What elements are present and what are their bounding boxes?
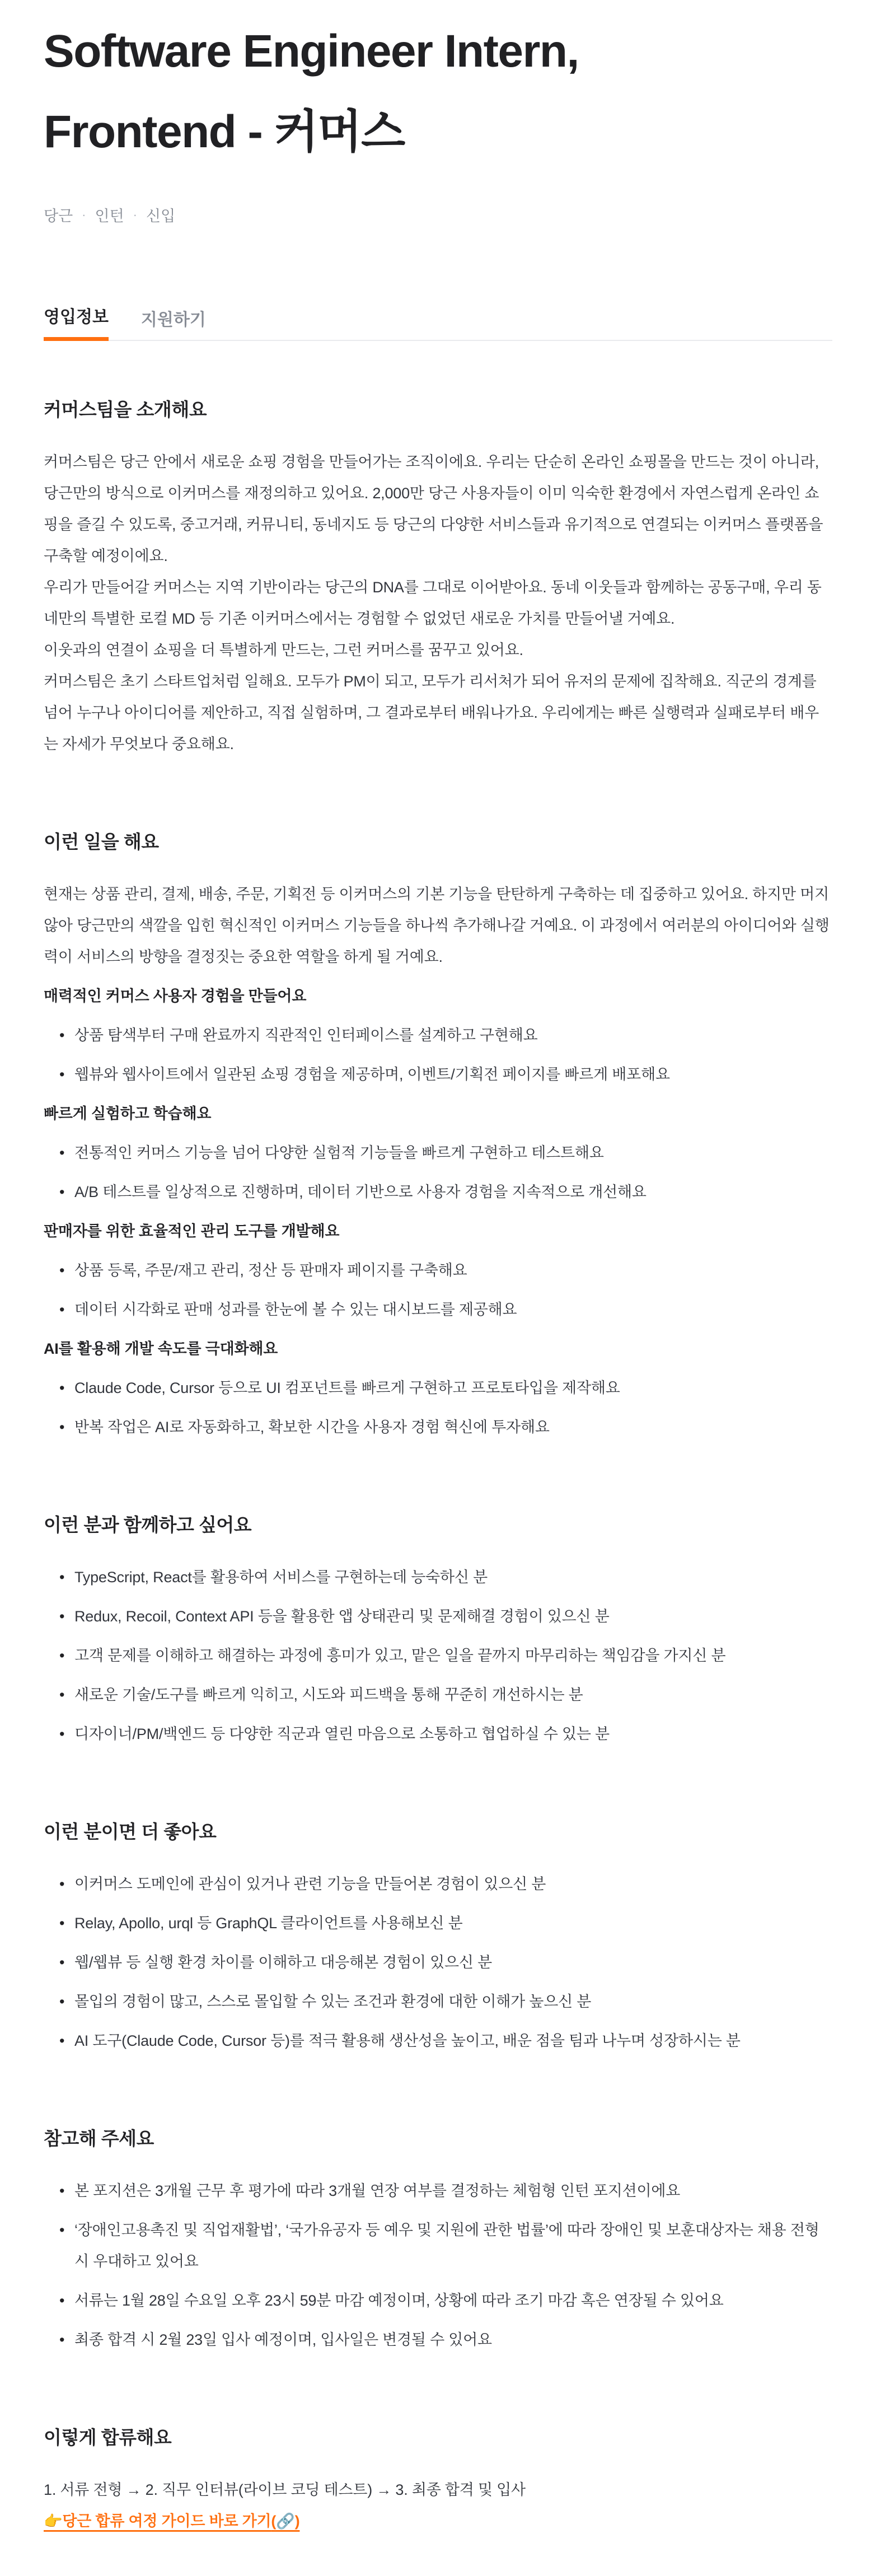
subheading: 빠르게 실험하고 학습해요 xyxy=(44,1105,212,1122)
bullet-list xyxy=(44,1562,832,1750)
section-body xyxy=(44,2175,832,2355)
job-title-line1: Software Engineer Intern, xyxy=(44,26,579,77)
link-emoji: (🔗) xyxy=(271,2513,300,2530)
bullet-item: • Claude Code, Cursor 등으로 UI 컴포넌트를 빠르게 구현하고 프로토타입을 제작해요 xyxy=(74,1372,832,1404)
section xyxy=(44,1513,832,1750)
bullet-item: • Redux, Recoil, Context API 등을 활용한 앱 상태관리 및 문제해결 경험이 있으신 분 xyxy=(74,1601,832,1632)
bullet-item: • 이커머스 도메인에 관심이 있거나 관련 기능을 만들어본 경험이 있으신 분 xyxy=(74,1868,832,1900)
bullet-item: • 웹뷰와 웹사이트에서 일관된 쇼핑 경험을 제공하며, 이벤트/기획전 페이지를 빠르게 배포해요 xyxy=(74,1059,832,1090)
tag-separator: · xyxy=(82,207,86,222)
bullet-item: • 반복 작업은 AI로 자동화하고, 확보한 시간을 사용자 경험 혁신에 투자해요 xyxy=(74,1411,832,1443)
section-heading: 이렇게 합류해요 xyxy=(44,2427,172,2448)
section-heading: 커머스팀을 소개해요 xyxy=(44,399,207,420)
bullet-item: • TypeScript, React를 활용하여 서비스를 구현하는데 능숙하신 분 xyxy=(74,1562,832,1593)
bullet-item: • AI 도구(Claude Code, Cursor 등)를 적극 활용해 생산성을 높이고, 배운 점을 팀과 나누며 성장하시는 분 xyxy=(74,2025,832,2056)
paragraph: 현재는 상품 관리, 결제, 배송, 주문, 기획전 등 이커머스의 기본 기능을 탄탄하게 구축하는 데 집중하고 있어요. 하지만 머지않아 당근만의 색깔을 입힌 혁신적인 이커머스 기능들을 하나씩 추가해나갈 거예요. 이 과정에서 여러분의 아이디어와 실행력이 서비스의 방향을 결정짓는 중요한 역할을 하게 될 거예요. xyxy=(44,886,830,965)
bullet-item: • 새로운 기술/도구를 빠르게 익히고, 시도와 피드백을 통해 꾸준히 개선하시는 분 xyxy=(74,1679,832,1710)
bullet-list xyxy=(44,1255,832,1325)
bullet-item: • 고객 문제를 이해하고 해결하는 과정에 흥미가 있고, 맡은 일을 끝까지 마무리하는 책임감을 가지신 분 xyxy=(74,1640,832,1671)
tab-apply[interactable]: 지원하기 xyxy=(140,311,206,329)
tab-recruit-info[interactable]: 영입정보 xyxy=(44,303,109,341)
process-steps: 1. 서류 전형 → 2. 직무 인터뷰(라이브 코딩 테스트) → 3. 최종 합격 및 입사 xyxy=(44,2481,526,2498)
paragraph: 커머스팀은 당근 안에서 새로운 쇼핑 경험을 만들어가는 조직이에요. 우리는 단순히 온라인 쇼핑몰을 만드는 것이 아니라, 당근만의 방식으로 이커머스를 재정의하고 있어요. 2,000만 당근 사용자들이 이미 익숙한 환경에서 자연스럽게 온라인 쇼핑을 즐길 수 있도록, 중고거래, 커뮤니티, 동네지도 등 당근의 다양한 서비스들과 유기적으로 연결되는 이커머스 플랫폼을 구축할 예정이에요. xyxy=(44,454,823,564)
guide-link-row xyxy=(44,2505,832,2537)
subheading: 판매자를 위한 효율적인 관리 도구를 개발해요 xyxy=(44,1223,340,1240)
job-title xyxy=(44,11,832,172)
bullet-list xyxy=(44,1372,832,1443)
guide-link[interactable] xyxy=(44,2513,299,2530)
section xyxy=(44,398,832,760)
bullet-item: • 전통적인 커머스 기능을 넘어 다양한 실험적 기능들을 빠르게 구현하고 테스트해요 xyxy=(74,1137,832,1168)
job-tag: 당근 xyxy=(44,208,73,225)
section-body xyxy=(44,1562,832,1750)
bullet-item: • ‘장애인고용촉진 및 직업재활법’, ‘국가유공자 등 예우 및 지원에 관한 법률’에 따라 장애인 및 보훈대상자는 채용 전형 시 우대하고 있어요 xyxy=(74,2214,832,2277)
job-tag: 신입 xyxy=(146,208,176,225)
bullet-item: • 최종 합격 시 2월 23일 입사 예정이며, 입사일은 변경될 수 있어요 xyxy=(74,2324,832,2355)
job-tags xyxy=(44,204,832,226)
paragraph: 커머스팀은 초기 스타트업처럼 일해요. 모두가 PM이 되고, 모두가 리서처가 되어 유저의 문제에 집착해요. 직군의 경계를 넘어 누구나 아이디어를 제안하고, 직접 실험하며, 그 결과로부터 배워나가요. 우리에게는 빠른 실행력과 실패로부터 배우는 자세가 무엇보다 중요해요. xyxy=(44,673,819,752)
job-tag: 인턴 xyxy=(95,208,124,225)
subheading: AI를 활용해 개발 속도를 극대화해요 xyxy=(44,1340,278,1357)
subheading: 매력적인 커머스 사용자 경험을 만들어요 xyxy=(44,988,307,1004)
bullet-list xyxy=(44,1868,832,2056)
bullet-list xyxy=(44,1137,832,1208)
section-body xyxy=(44,446,832,760)
section-heading: 이런 분이면 더 좋아요 xyxy=(44,1821,217,1842)
bullet-item: • 디자이너/PM/백엔드 등 다양한 직군과 열린 마음으로 소통하고 협업하실 수 있는 분 xyxy=(74,1718,832,1750)
section-body xyxy=(44,2474,832,2537)
bullet-item: • 웹/웹뷰 등 실행 환경 차이를 이해하고 대응해본 경험이 있으신 분 xyxy=(74,1947,832,1978)
section-body xyxy=(44,878,832,1443)
paragraph: 이웃과의 연결이 쇼핑을 더 특별하게 만드는, 그런 커머스를 꿈꾸고 있어요. xyxy=(44,642,523,658)
section xyxy=(44,830,832,1443)
paragraph: 우리가 만들어갈 커머스는 지역 기반이라는 당근의 DNA를 그대로 이어받아요. 동네 이웃들과 함께하는 공동구매, 우리 동네만의 특별한 로컬 MD 등 기존 이커머스에서는 경험할 수 없었던 새로운 가치를 만들어낼 거예요. xyxy=(44,579,822,627)
bullet-item: • 상품 등록, 주문/재고 관리, 정산 등 판매자 페이지를 구축해요 xyxy=(74,1255,832,1286)
bullet-item: • 서류는 1월 28일 수요일 오후 23시 59분 마감 예정이며, 상황에 따라 조기 마감 혹은 연장될 수 있어요 xyxy=(74,2285,832,2316)
bullet-item: • 상품 탐색부터 구매 완료까지 직관적인 인터페이스를 설계하고 구현해요 xyxy=(74,1020,832,1051)
tag-separator: · xyxy=(133,207,137,222)
section-heading: 이런 분과 함께하고 싶어요 xyxy=(44,1514,252,1535)
bullet-list xyxy=(44,2175,832,2355)
bullet-item: • Relay, Apollo, urql 등 GraphQL 클라이언트를 사용해보신 분 xyxy=(74,1908,832,1939)
section-body xyxy=(44,1868,832,2056)
job-description xyxy=(44,398,832,2537)
bullet-item: • 본 포지션은 3개월 근무 후 평가에 따라 3개월 연장 여부를 결정하는 체험형 인턴 포지션이에요 xyxy=(74,2175,832,2206)
section xyxy=(44,2426,832,2537)
bullet-item: • A/B 테스트를 일상적으로 진행하며, 데이터 기반으로 사용자 경험을 지속적으로 개선해요 xyxy=(74,1176,832,1208)
guide-link-label: 당근 합류 여정 가이드 바로 가기 xyxy=(62,2513,271,2530)
point-right-emoji: 👉 xyxy=(44,2513,63,2530)
bullet-item: • 데이터 시각화로 판매 성과를 한눈에 볼 수 있는 대시보드를 제공해요 xyxy=(74,1294,832,1325)
job-title-line2: Frontend - 커머스 xyxy=(44,106,405,157)
section xyxy=(44,1820,832,2056)
bullet-item: • 몰입의 경험이 많고, 스스로 몰입할 수 있는 조건과 환경에 대한 이해가 높으신 분 xyxy=(74,1986,832,2017)
section-heading: 참고해 주세요 xyxy=(44,2128,154,2149)
section xyxy=(44,2127,832,2355)
tab-bar xyxy=(44,303,832,341)
bullet-list xyxy=(44,1020,832,1090)
section-heading: 이런 일을 해요 xyxy=(44,831,159,852)
